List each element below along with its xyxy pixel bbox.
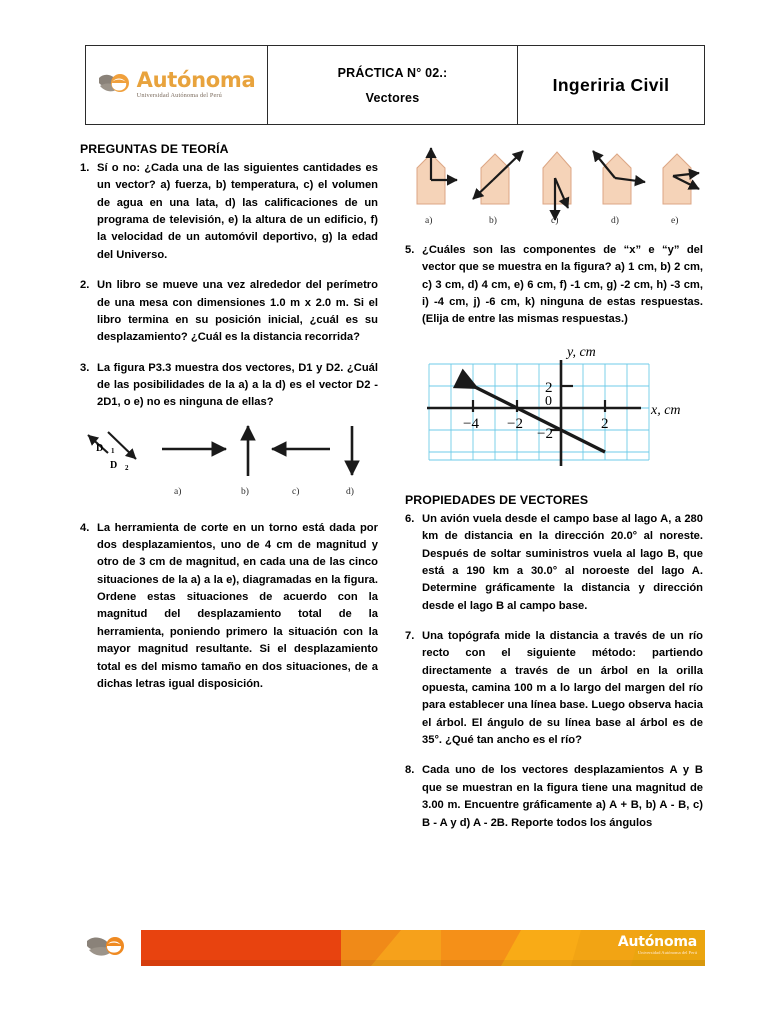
- question-text: La figura P3.3 muestra dos vectores, D1 y D2. ¿Cuál de las posibilidades de la a) a la d) es el vector D2 - 2D1, o e) no es ninguna de ellas?: [97, 361, 378, 409]
- question-number: 4.: [80, 521, 90, 534]
- logo-subtitle: Universidad Autónoma del Perú: [136, 92, 222, 100]
- vector-label-d1: $D⃗_1$: [96, 442, 115, 455]
- question-item: [80, 360, 378, 412]
- logo-wordmark: Autónoma: [136, 68, 256, 93]
- figure-option-label: c): [551, 216, 559, 226]
- graph-origin-label: 0: [545, 393, 552, 409]
- university-logo: [98, 70, 256, 99]
- career-title: Ingeriria Civil: [552, 74, 670, 95]
- footer-brand: [618, 935, 697, 956]
- footer-banner: [85, 930, 705, 966]
- question-number: 8.: [405, 764, 415, 777]
- figure-lathe-tools: [405, 142, 703, 232]
- figure-lathe-tools-svg: [405, 142, 703, 227]
- right-column: [405, 142, 703, 845]
- header-career-cell: [518, 46, 704, 124]
- graph-xtick-label: 2: [601, 415, 609, 432]
- question-item: [405, 628, 703, 750]
- section-title-propiedades: PROPIEDADES DE VECTORES: [405, 492, 589, 507]
- question-text: ¿Cuáles son las componentes de “x” e “y” del vector que se muestra en la figura? a) 1 cm, b) 2 cm, c) 3 cm, d) 4 cm, e) 6 cm, f) -1 cm, g) -2 cm, h) -3 cm, i) -4 cm, j) -6 cm, k) ninguna de estas respuestas. (Elija de entre las mismas respuestas.): [422, 244, 703, 326]
- header-logo-cell: [86, 46, 268, 124]
- figure-option-label: a): [425, 216, 433, 226]
- question-text: Un libro se mueve una vez alrededor del perímetro de una mesa con dimensiones 1.0 m x 2.0 m. Si el libro termina en su posición inicial, ¿cuál es su desplazamiento? ¿Cuál es la distancia recorrida?: [97, 279, 378, 344]
- tool-shape-c: [543, 152, 571, 226]
- footer-subtitle: Universidad Autónoma del Perú: [637, 950, 697, 955]
- figure-option-label: e): [671, 216, 679, 226]
- footer-wordmark: Autónoma: [617, 934, 697, 950]
- question-number: 6.: [405, 512, 415, 525]
- figure-option-label: b): [241, 486, 249, 497]
- vector-label-d2: $D⃗_2$: [110, 459, 129, 472]
- question-text: Sí o no: ¿Cada una de las siguientes cantidades es un vector? a) fuerza, b) temperatura, c) el volumen de agua en una lata, d) las calificaciones de un programa de televisión, e) la altura de un edificio, f) la velocidad de un automóvil deportivo, g) la edad del Universo.: [97, 162, 378, 261]
- question-text: Una topógrafa mide la distancia a través de un río recto con el siguiente método: partiendo directamente a través de un árbol en la orilla opuesta, camina 100 m a lo largo del margen del río para establecer una línea base. Luego observa hacia el árbol. El ángulo de su línea base al árbol es de 35°. ¿Qué tan ancho es el río?: [422, 629, 703, 747]
- graph-gridlines: [429, 364, 649, 460]
- practice-subtitle: Vectores: [365, 90, 420, 105]
- question-item: [80, 277, 378, 346]
- autonoma-swoosh-icon: [98, 72, 132, 98]
- graph-ytick-label: 2: [545, 379, 553, 396]
- question-number: 2.: [80, 279, 90, 292]
- question-item: [405, 762, 703, 831]
- question-number: 1.: [80, 162, 90, 174]
- question-item: [405, 242, 703, 329]
- tool-shape-b: [473, 151, 523, 226]
- figure-option-label: d): [611, 216, 619, 226]
- figure-option-label: b): [489, 216, 497, 226]
- header-practice-cell: [268, 46, 518, 124]
- footer-swoosh-icon: [85, 934, 133, 962]
- graph-xtick-label: −4: [463, 415, 479, 432]
- figure-option-label: d): [346, 486, 354, 497]
- figure-p33-vectors: [80, 421, 378, 506]
- section-title-teoria: PREGUNTAS DE TEORÍA: [80, 142, 229, 156]
- tool-shape-e: [663, 154, 699, 226]
- graph-ytick-label: −2: [537, 425, 553, 442]
- footer-gradient-bar: [141, 930, 705, 966]
- question-number: 5.: [405, 244, 415, 256]
- question-item: [80, 160, 378, 264]
- question-text: Un avión vuela desde el campo base al lago A, a 280 km de distancia en la dirección 20.0° al noreste. Después de soltar suministros vuela al lago B, que está a 190 km a 30.0° al noroeste del lago A. Determine gráficamente la distancia y dirección desde el lago B al campo base.: [422, 512, 703, 612]
- question-text: La herramienta de corte en un torno está dada por dos desplazamientos, uno de 4 cm de magnitud y otro de 3 cm de magnitud, en cada una de las cinco situaciones de la a) a la e), diagramadas en la figura. Ordene estas situaciones de acuerdo con la magnitud del desplazamiento total de la herramienta, poniendo primero la situación con la mayor magnitud resultante. Si el desplazamiento total es del mismo tamaño en dos situaciones, de a dichas letras igual disposición.: [97, 521, 378, 690]
- tool-shape-a: [417, 148, 457, 226]
- figure-vector-graph: [405, 342, 703, 477]
- figure-option-label: a): [174, 486, 182, 497]
- graph-x-axis-label: x, cm: [651, 402, 681, 418]
- figure-option-label: c): [292, 486, 300, 497]
- graph-y-axis-label: y, cm: [567, 344, 596, 360]
- question-number: 7.: [405, 629, 415, 642]
- tool-shape-d: [593, 151, 645, 226]
- practice-title: PRÁCTICA N° 02.:: [337, 65, 448, 80]
- question-number: 3.: [80, 361, 90, 374]
- graph-xtick-label: −2: [507, 415, 523, 432]
- question-text: Cada uno de los vectores desplazamientos A y B que se muestran en la figura tiene una magnitud de 3.00 m. Encuentre gráficamente a) A + B, b) A - B, c) B - A y d) A - 2B. Reporte todos los ángulos: [422, 764, 703, 829]
- question-item: [80, 520, 378, 694]
- question-item: [405, 511, 703, 615]
- vector-graph-svg: [419, 342, 689, 477]
- figure-p33-svg: [80, 421, 370, 501]
- header-table: [85, 45, 705, 125]
- left-column: [80, 142, 378, 706]
